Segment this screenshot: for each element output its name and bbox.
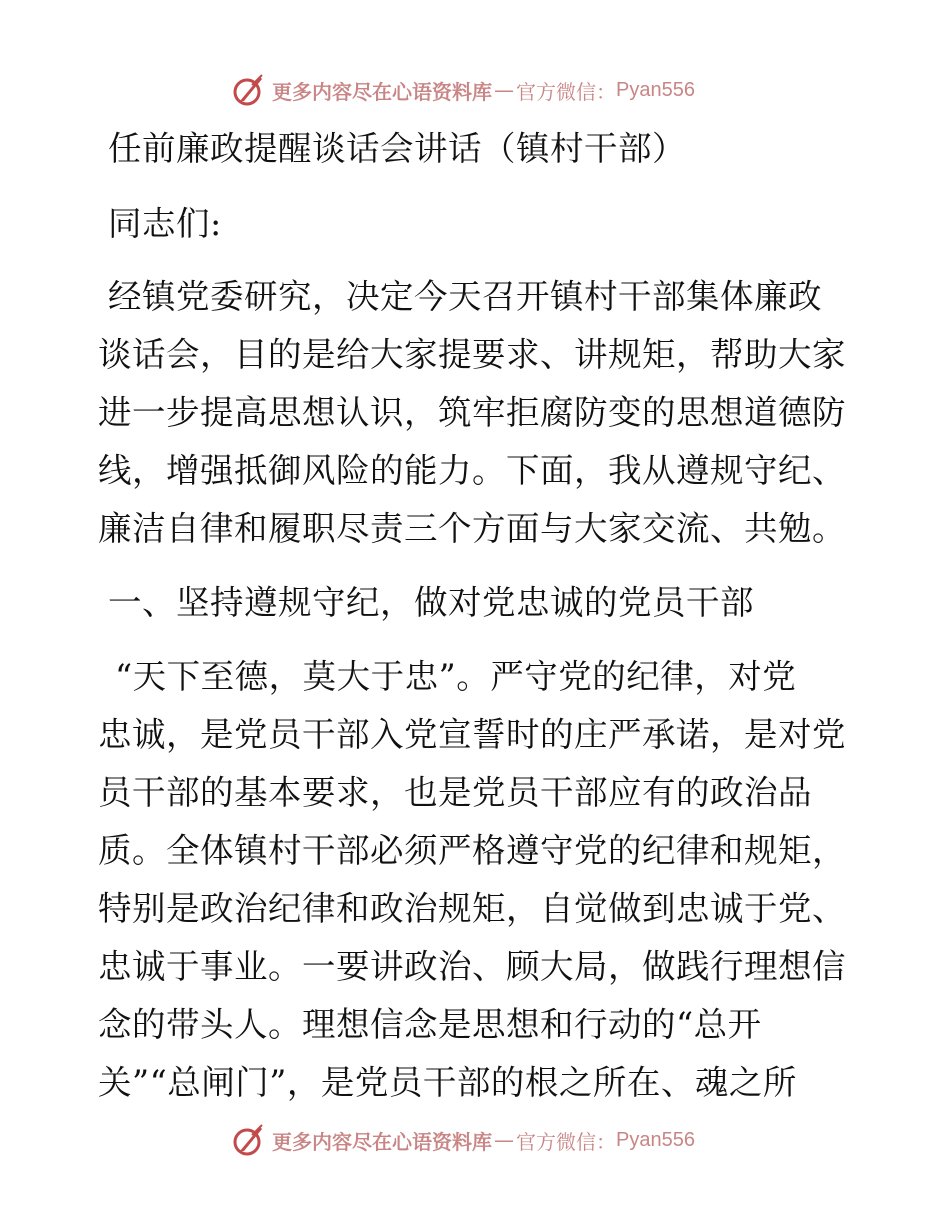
banner-wechat-id: Pyan556 <box>616 1128 695 1151</box>
banner-wechat-label: 官方微信： <box>516 1129 616 1154</box>
paragraph-line: 关”“总闸门”，是党员干部的根之所在、魂之所 <box>98 1063 797 1102</box>
banner-site-text: 更多内容尽在心语资料库 <box>272 79 492 104</box>
paragraph-line: 进一步提高思想认识，筑牢拒腐防变的思想道德防 <box>98 393 846 432</box>
banner-wechat-label: 官方微信： <box>516 79 616 104</box>
paragraph-line: 质。全体镇村干部必须严格遵守党的纪律和规矩， <box>98 831 846 870</box>
paragraph-line: 忠诚，是党员干部入党宣誓时的庄严承诺，是对党 <box>98 715 846 754</box>
paragraph-line: 念的带头人。理想信念是思想和行动的“总开 <box>98 1005 762 1044</box>
paragraph-line: 谈话会，目的是给大家提要求、讲规矩，帮助大家 <box>98 335 846 374</box>
feather-pen-logo-icon <box>232 1123 266 1157</box>
paragraph-line: 员干部的基本要求，也是党员干部应有的政治品 <box>98 773 812 812</box>
paragraph-line: 廉洁自律和履职尽责三个方面与大家交流、共勉。 <box>98 509 846 548</box>
section-heading: 一、坚持遵规守纪，做对党忠诚的党员干部 <box>108 583 754 622</box>
banner-dash: — <box>494 1128 514 1152</box>
document-title: 任前廉政提醒谈话会讲话（镇村干部） <box>108 129 686 168</box>
salutation: 同志们: <box>108 204 222 243</box>
paragraph-line: “天下至德，莫大于忠”。严守党的纪律，对党 <box>115 657 797 696</box>
paragraph-line: 忠诚于事业。一要讲政治、顾大局，做践行理想信 <box>98 947 846 986</box>
paragraph-line: 线，增强抵御风险的能力。下面，我从遵规守纪、 <box>98 451 846 490</box>
banner-wechat-id: Pyan556 <box>616 78 695 101</box>
banner-site-text: 更多内容尽在心语资料库 <box>272 1129 492 1154</box>
paragraph-line: 特别是政治纪律和政治规矩，自觉做到忠诚于党、 <box>98 889 846 928</box>
footer-banner <box>232 1120 732 1160</box>
banner-dash: — <box>494 78 514 102</box>
paragraph-line: 经镇党委研究，决定今天召开镇村干部集体廉政 <box>108 277 822 316</box>
